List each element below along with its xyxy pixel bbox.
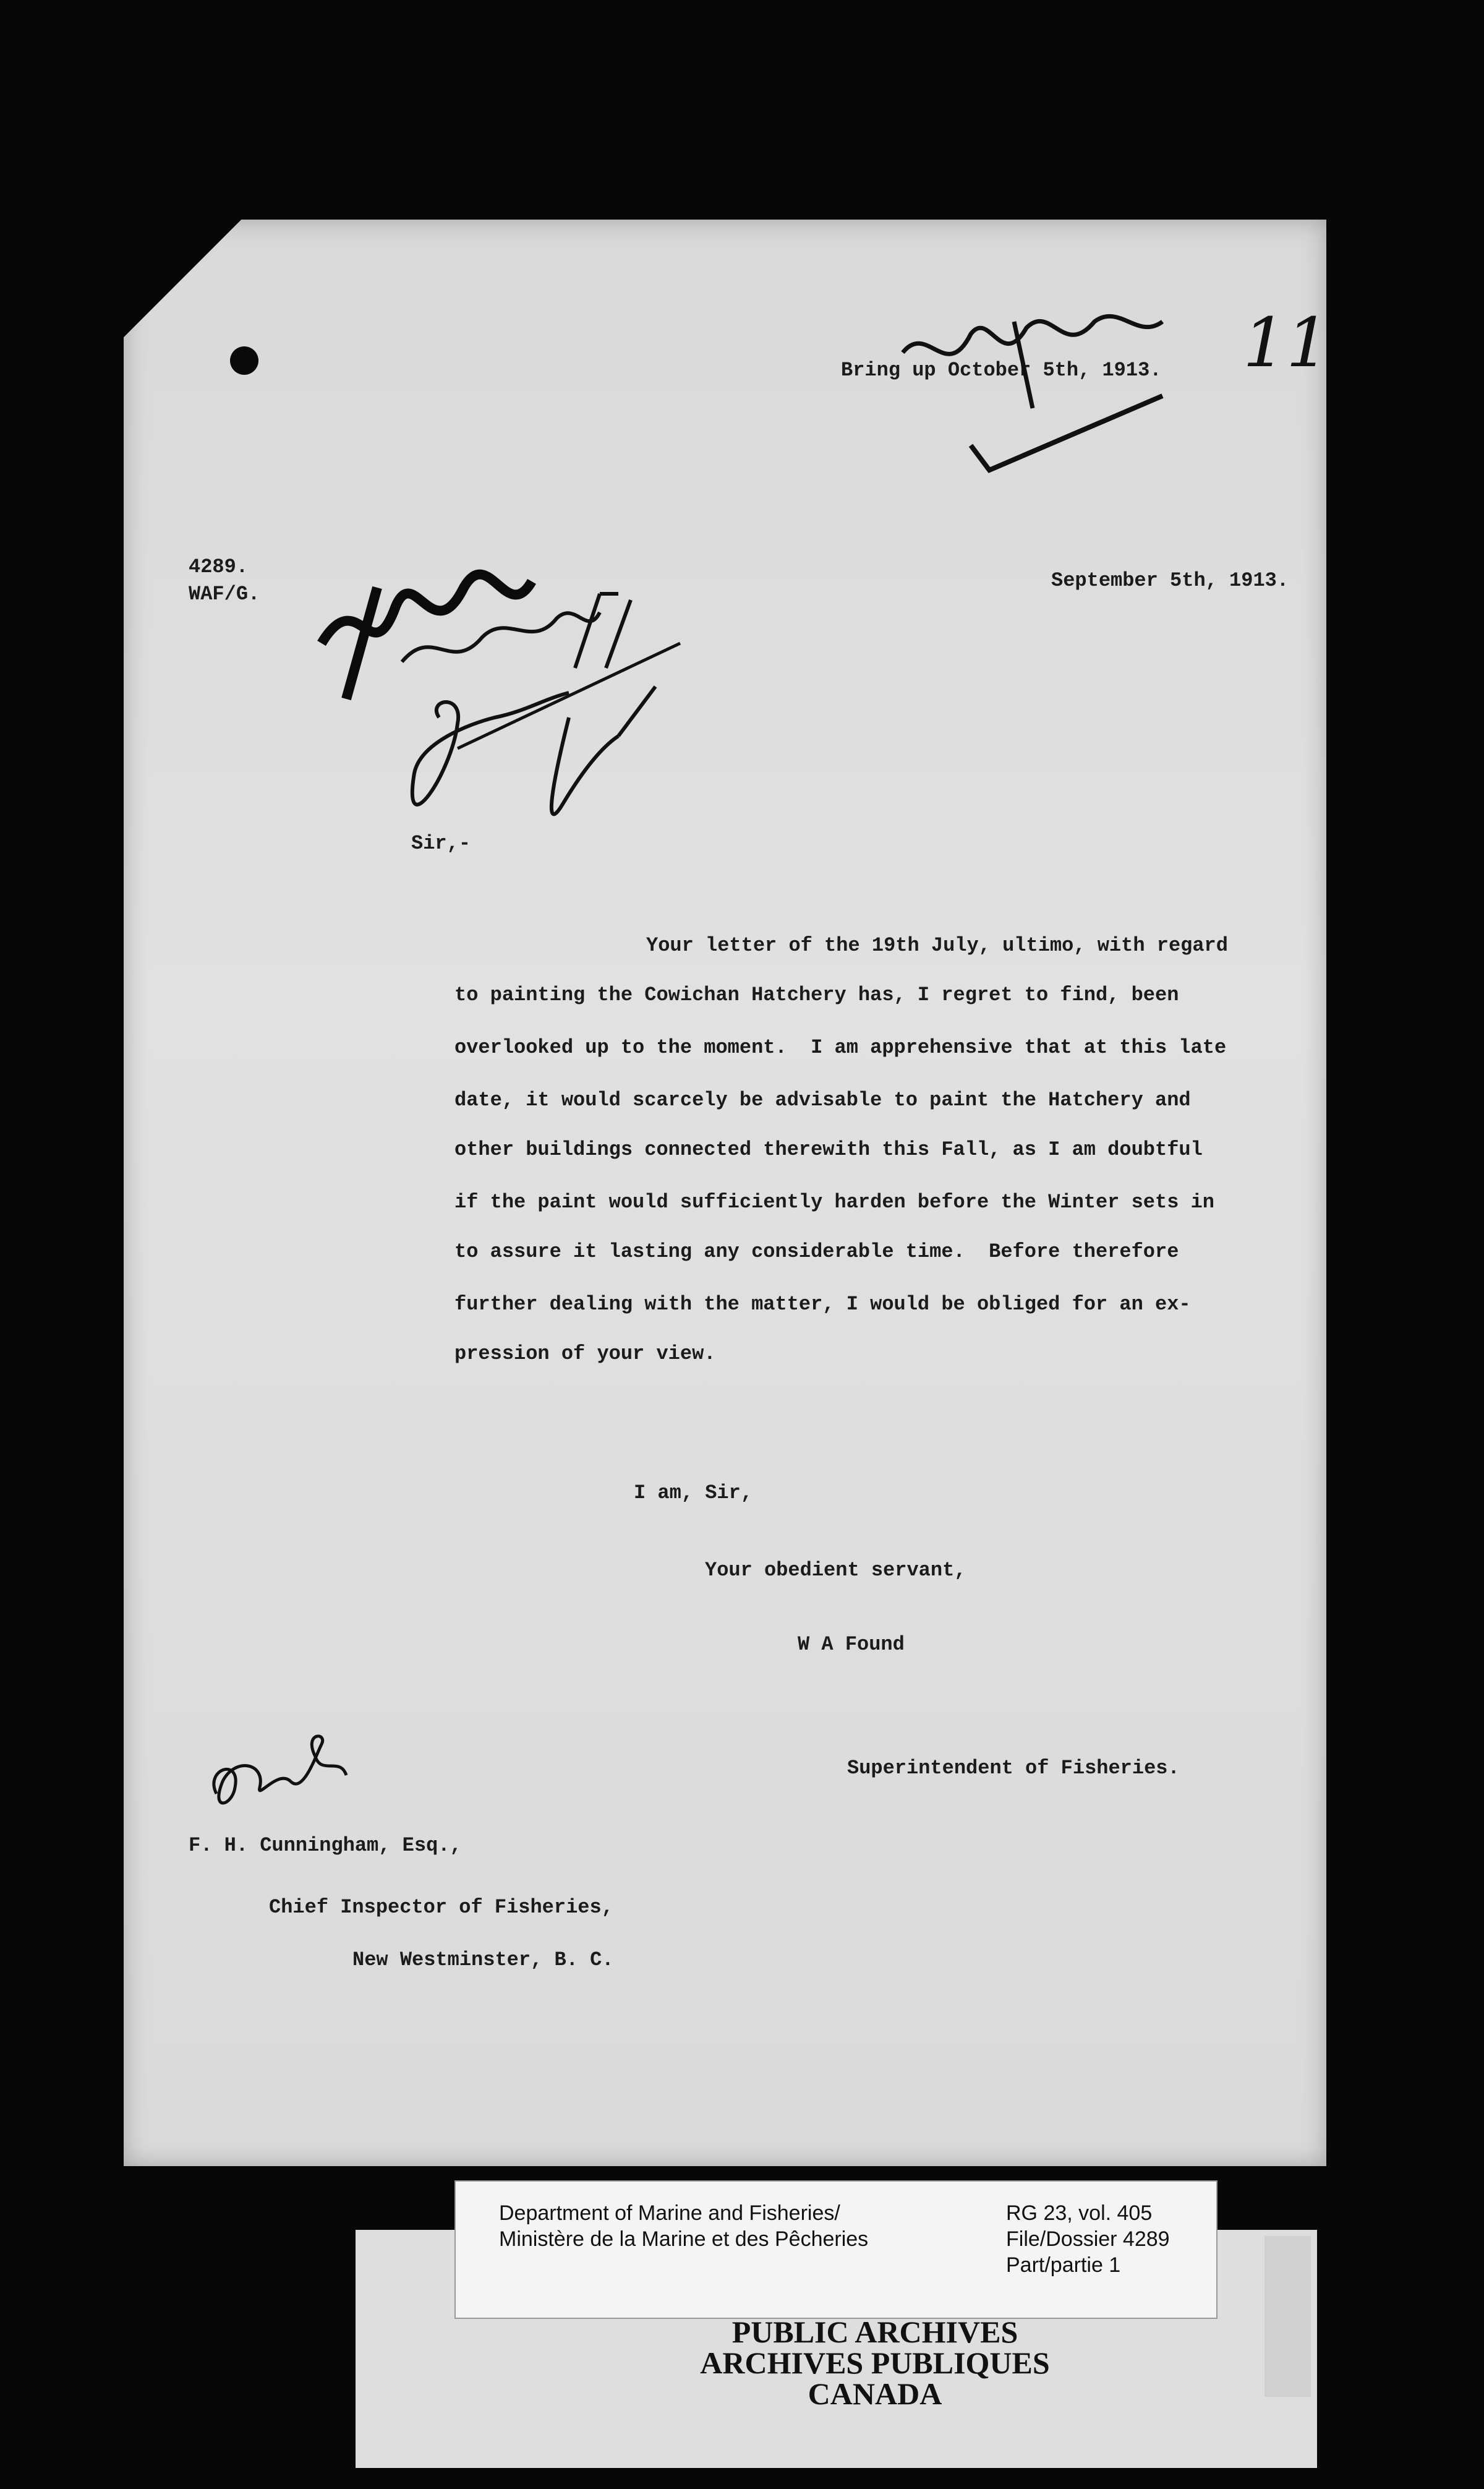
archive-label-tab — [1264, 2236, 1311, 2397]
body-line: to assure it lasting any considerable time. Before therefore — [454, 1240, 1179, 1263]
body-line: Your letter of the 19th July, ultimo, with regard — [646, 934, 1228, 957]
folio-number: 11 — [1243, 303, 1329, 382]
signatory-title: Superintendent of Fisheries. — [847, 1757, 1180, 1780]
addressee-city: New Westminster, B. C. — [352, 1948, 614, 1971]
addressee-name: F. H. Cunningham, Esq., — [189, 1834, 462, 1857]
closing-line: Your obedient servant, — [705, 1559, 966, 1582]
body-line: overlooked up to the moment. I am apprehensive that at this late — [454, 1036, 1227, 1059]
top-handwritten-annotation — [890, 297, 1181, 476]
public-archives-stamp: PUBLIC ARCHIVES ARCHIVES PUBLIQUES CANADA — [700, 2315, 1050, 2411]
left-handwritten-annotation — [309, 513, 705, 847]
body-line: other buildings connected therewith this Fall, as I am doubtful — [454, 1138, 1203, 1161]
punch-hole — [230, 346, 258, 375]
department-name: Department of Marine and Fisheries/ Ministère de la Marine et des Pêcheries — [499, 2201, 869, 2251]
record-reference: RG 23, vol. 405 File/Dossier 4289 Part/partie 1 — [1006, 2201, 1170, 2277]
file-reference: 4289. WAF/G. — [189, 555, 260, 606]
body-line: to painting the Cowichan Hatchery has, I regret to find, been — [454, 983, 1179, 1006]
bring-up-note: Bring up October 5th, 1913. — [841, 359, 1162, 382]
body-line: further dealing with the matter, I would be obliged for an ex- — [454, 1293, 1191, 1316]
body-line: date, it would scarcely be advisable to paint the Hatchery and — [454, 1089, 1191, 1112]
archive-label — [454, 2180, 1217, 2319]
addressee-title: Chief Inspector of Fisheries, — [269, 1896, 613, 1919]
signatory-name: W A Found — [798, 1633, 905, 1656]
letter-date: September 5th, 1913. — [1051, 569, 1289, 592]
salutation: Sir,- — [411, 832, 471, 855]
body-line: pression of your view. — [454, 1342, 716, 1365]
body-line: if the paint would sufficiently harden before the Winter sets in — [454, 1191, 1214, 1214]
closing-line: I am, Sir, — [634, 1481, 753, 1504]
initials-annotation — [198, 1720, 359, 1819]
